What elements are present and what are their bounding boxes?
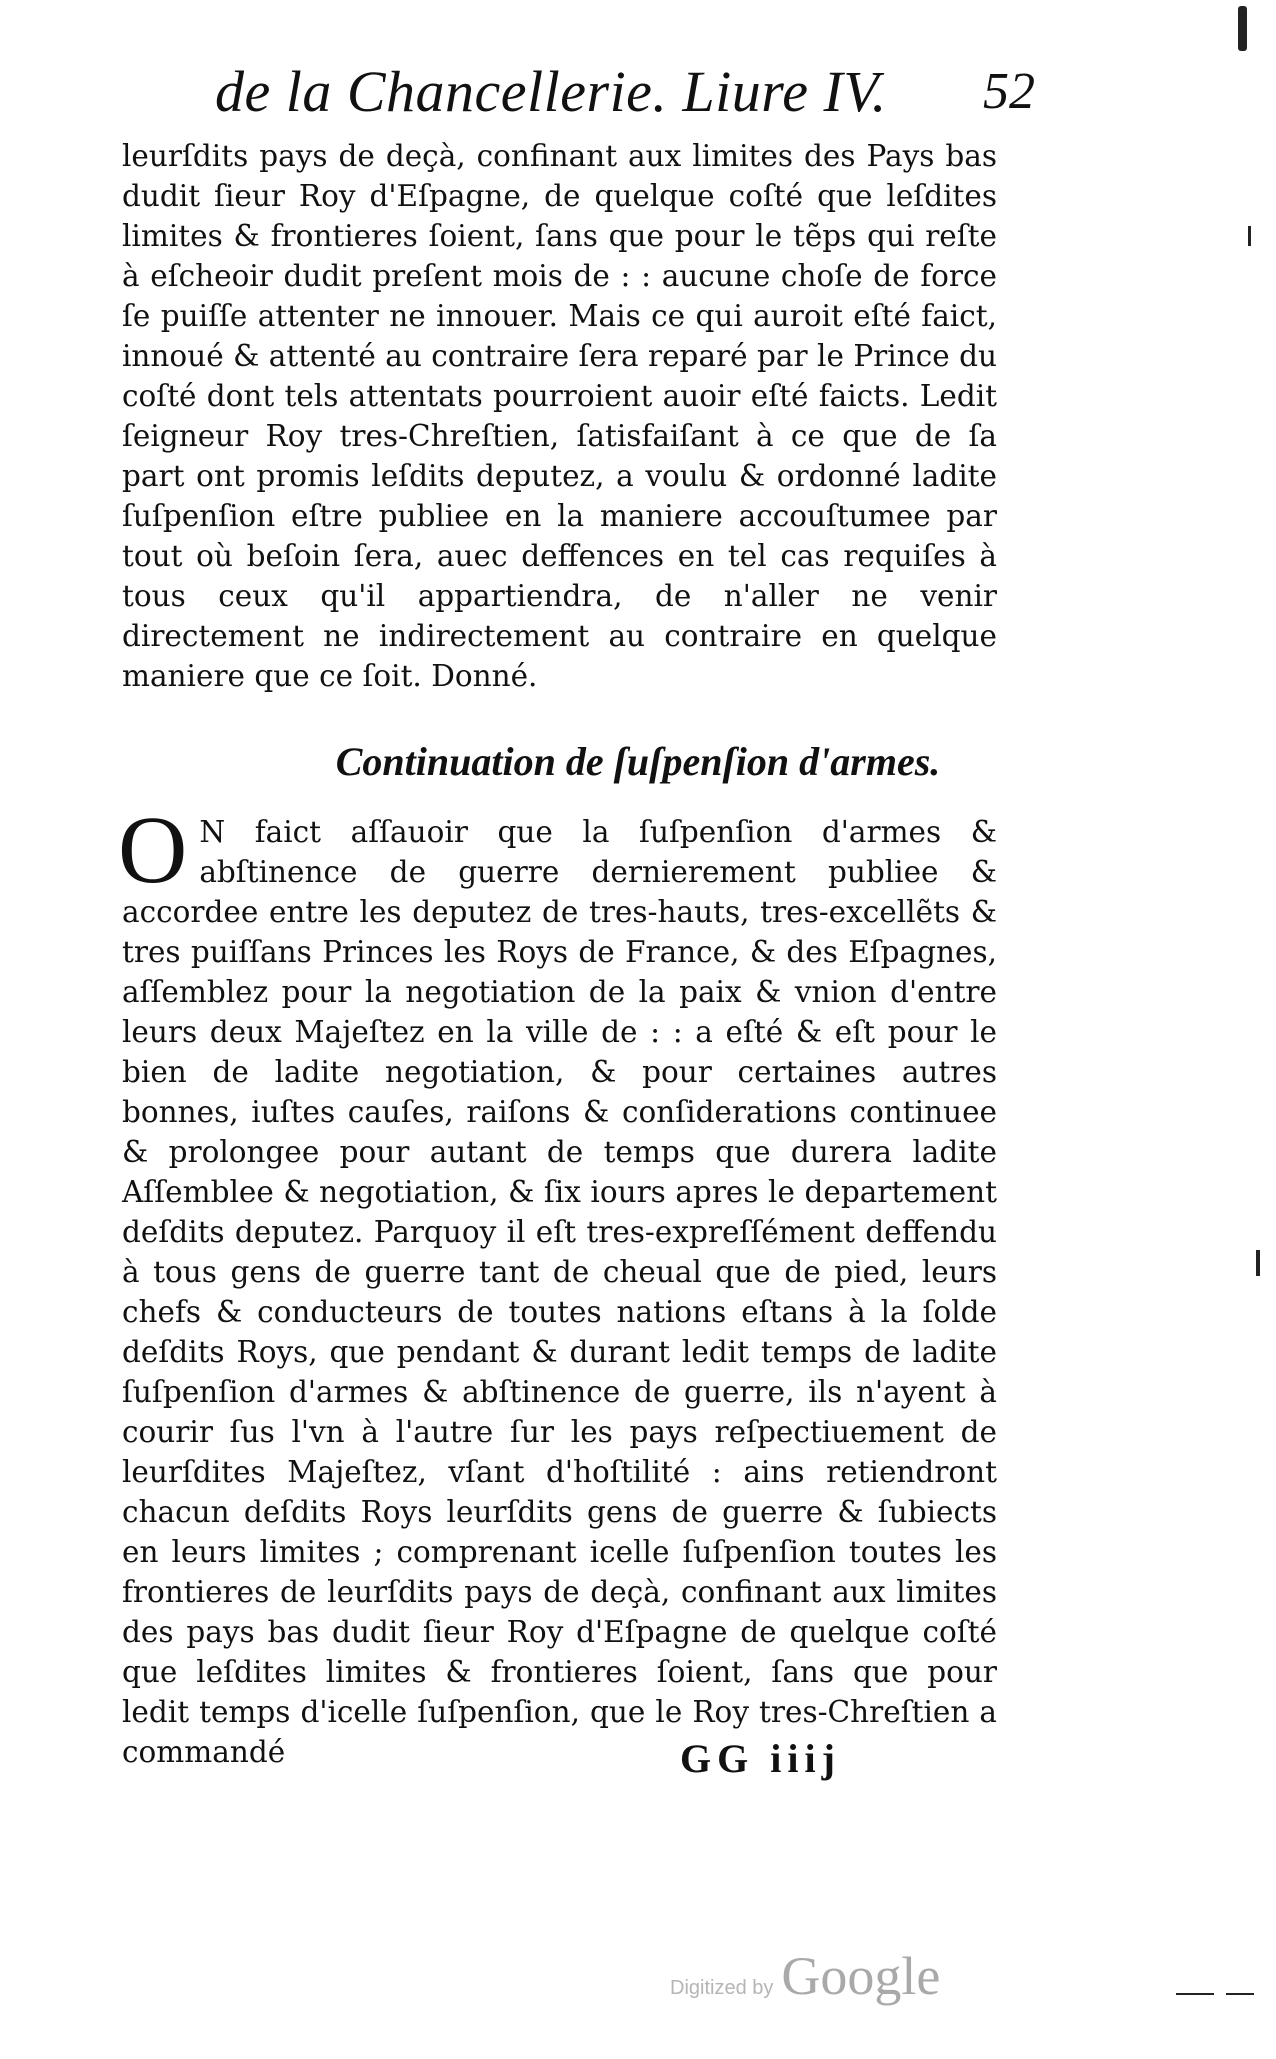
signature-catchword: GG iiij	[680, 1736, 841, 1781]
scan-dash-mark	[1176, 1993, 1214, 1995]
paragraph-text: N faict aſſauoir que la ſuſpenſion d'armes & abſtinence de guerre dernierement publiee & accordee entre les deputez de tres-hauts, tres-excellẽts & tres puiſſans Princes les Roys de France, & des Eſpagnes, aſſemblez pour la negotiation de la paix & vnion d'entre leurs deux Majeſtez en la ville de : : a eſté & eſt pour le bien de ladite negotiation, & pour certaines autres bonnes, iuſtes cauſes, raiſons & conſiderations continuee & prolongee pour autant de temps que durera ladite Aſſemblee & negotiation, & ſix iours apres le departement deſdits deputez. Parquoy il eſt tres-expreſſément deffendu à tous gens de guerre tant de cheual que de pied, leurs chefs & conducteurs de toutes nations eſtans à la ſolde deſdits Roys, que pendant & durant ledit temps de ladite ſuſpenſion d'armes & abſtinence de guerre, ils n'ayent à courir ſus l'vn à l'autre ſur les pays reſpectiuement de leurſdites Majeſtez, vſant d'hoſtilité : ains retiendront chacun deſdits Roys leurſdits gens de guerre & ſubiects en leurs limites ; comprenant icelle ſuſpenſion toutes les frontieres de leurſdits pays de deçà, confinant aux limites des pays bas dudit ſieur Roy d'Eſpagne de quelque coſté que leſdites limites & frontieres ſoient, ſans que pour ledit temps d'icelle ſuſpenſion, que le Roy tres-Chreſtien a commandé	[122, 815, 997, 1769]
paragraph-text: leurſdits pays de deçà, confinant aux limites des Pays bas dudit ſieur Roy d'Eſpagne, de quelque coſté que leſdites limites & frontieres ſoient, ſans que pour le tẽps qui reſte à eſcheoir dudit preſent mois de : : aucune choſe de force ſe puiſſe attenter ne innouer. Mais ce qui auroit eſté faict, innoué & attenté au contraire ſera reparé par le Prince du coſté dont tels attentats pourroient auoir eſté faicts. Ledit ſeigneur Roy tres-Chreſtien, ſatisfaiſant à ce que de ſa part ont promis leſdits deputez, a voulu & ordonné ladite ſuſpenſion eſtre publiee en la maniere accouſtumee par tout où beſoin ſera, auec deffences en tel cas requiſes à tous ceux qu'il appartiendra, de n'aller ne venir directement ne indirectement au contraire en quelque maniere que ce ſoit. Donné.	[122, 139, 997, 693]
drop-cap-initial: O	[118, 796, 188, 903]
edge-smudge-mark	[1238, 6, 1247, 51]
margin-tick-mark	[1248, 226, 1251, 246]
running-title: de la Chancellerie. Liure IV.	[215, 59, 887, 124]
section-body	[118, 796, 997, 1772]
margin-bar-mark	[1256, 1250, 1260, 1276]
body-paragraph-continued	[122, 136, 997, 696]
page-number: 52	[983, 63, 1035, 120]
section-heading: Continuation de ſuſpenſion d'armes.	[335, 739, 941, 784]
google-logo: Google	[781, 1946, 941, 2006]
section-paragraph	[118, 796, 997, 1772]
scan-dash-mark	[1226, 1993, 1254, 1995]
watermark-caption: Digitized by	[670, 1977, 774, 1999]
page-header	[215, 58, 1035, 128]
digitization-watermark	[670, 1945, 940, 2007]
